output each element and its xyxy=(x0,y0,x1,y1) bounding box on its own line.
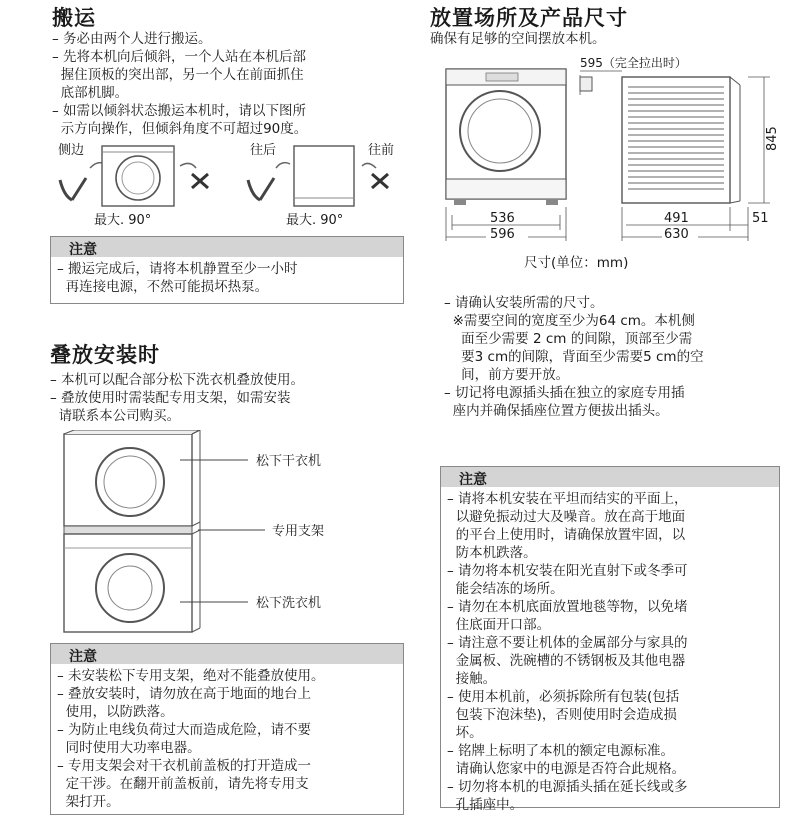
placement-text xyxy=(444,294,704,420)
washer-label: 松下洗衣机 xyxy=(256,596,322,611)
placement-line: 要3 cm的间隙，背面至少需要5 cm的空 xyxy=(444,349,704,365)
note-line: – 使用本机前，必须拆除所有包装(包括 xyxy=(447,689,680,705)
transport-line: – 如需以倾斜状态搬运本机时，请以下图所 xyxy=(52,103,307,119)
transport-text xyxy=(52,30,307,138)
transport-line: – 务必由两个人进行搬运。 xyxy=(52,31,212,47)
transport-line: 握住顶板的突出部，另一个人在前面抓住 xyxy=(52,67,304,83)
note-line: – 叠放安装时，请勿放在高于地面的地台上 xyxy=(57,686,312,702)
note-line: – 请勿将本机安装在阳光直射下或冬季可 xyxy=(447,563,688,579)
dim-630: 630 xyxy=(664,227,689,242)
stack-line: – 叠放使用时需装配专用支架，如需安装 xyxy=(50,390,291,406)
stack-text xyxy=(50,371,304,425)
note-box-stack xyxy=(50,643,404,815)
note-line: 能会结冻的场所。 xyxy=(447,581,564,597)
transport-line: 示方向操作，但倾斜角度不可超过90度。 xyxy=(52,121,308,137)
dim-491: 491 xyxy=(664,211,689,226)
note-line: 以避免振动过大及噪音。放在高于地面 xyxy=(447,509,686,525)
placement-line: 间，前方要开放。 xyxy=(444,367,570,383)
max-angle-1: 最大. 90° xyxy=(94,213,152,228)
side-tilt-label: 侧边 xyxy=(58,143,85,158)
note-line: 金属板、洗碗槽的不锈钢板及其他电器 xyxy=(447,653,686,669)
check-icon xyxy=(248,180,260,200)
transport-line: – 先将本机向后倾斜，一个人站在本机后部 xyxy=(52,49,307,65)
placement-line: ※需要空间的宽度至少为64 cm。本机侧 xyxy=(444,313,695,329)
dim-595: 595（完全拉出时） xyxy=(580,56,687,70)
dim-596: 596 xyxy=(490,227,515,242)
note-line: 的平台上使用时，请确保放置牢固，以 xyxy=(447,527,686,543)
placement-line: 座内并确保插座位置方便拔出插头。 xyxy=(444,403,669,419)
note-line: 再连接电源，不然可能损坏热泵。 xyxy=(57,279,269,295)
door-circle xyxy=(460,91,540,171)
note-title: 注意 xyxy=(441,467,779,487)
bracket-sketch xyxy=(64,526,192,534)
dryer-label: 松下干衣机 xyxy=(256,454,322,469)
note-box-transport xyxy=(50,236,404,304)
placement-line: – 请确认安装所需的尺寸。 xyxy=(444,295,604,311)
note-line: – 未安装松下专用支架，绝对不能叠放使用。 xyxy=(57,668,325,684)
note-line: – 请注意不要让机体的金属部分与家具的 xyxy=(447,635,688,651)
dim-845: 845 xyxy=(765,126,780,151)
note-body xyxy=(51,257,403,299)
control-panel xyxy=(486,73,518,81)
back-tilt-label: 往后 xyxy=(250,143,277,158)
note-title: 注意 xyxy=(51,237,403,257)
note-title: 注意 xyxy=(51,644,403,664)
note-line: 坏。 xyxy=(447,725,483,741)
door-pullout xyxy=(580,77,592,91)
stack-title: 叠放安装时 xyxy=(50,343,160,367)
note-line: – 请将本机安装在平坦而结实的平面上， xyxy=(447,491,688,507)
note-line: – 为防止电线负荷过大而造成危险，请不要 xyxy=(57,722,312,738)
note-line: 使用，以防跌落。 xyxy=(57,704,174,720)
dim-unit-caption: 尺寸(单位：mm) xyxy=(524,255,629,271)
note-line: – 专用支架会对干衣机前盖板的打开造成一 xyxy=(57,758,312,774)
note-line: 接触。 xyxy=(447,671,497,687)
note-line: 包装下泡沫垫)，否则使用时会造成损 xyxy=(447,707,677,723)
note-body xyxy=(441,487,779,817)
cross-icon xyxy=(192,174,208,188)
bracket-label: 专用支架 xyxy=(272,524,325,539)
note-line: 住底面开口部。 xyxy=(447,617,551,633)
front-tilt-label: 往前 xyxy=(368,143,395,158)
note-line: 定干涉。在翻开前盖板前，请先将专用支 xyxy=(57,776,309,792)
note-line: 架打开。 xyxy=(57,794,120,810)
note-line: 防本机跌落。 xyxy=(447,545,537,561)
placement-line: 面至少需要 2 cm 的间隙，顶部至少需 xyxy=(444,331,693,347)
transport-line: 底部机脚。 xyxy=(52,85,129,101)
note-body xyxy=(51,664,403,814)
dimension-figure xyxy=(430,55,800,275)
note-box-placement xyxy=(440,466,780,813)
max-angle-2: 最大. 90° xyxy=(286,213,344,228)
stack-figure xyxy=(60,430,360,635)
tilt-figure xyxy=(50,138,410,230)
placement-subtitle: 确保有足够的空间摆放本机。 xyxy=(430,31,606,47)
dryer-side-sketch xyxy=(294,146,354,206)
dim-536: 536 xyxy=(490,211,515,226)
note-line: – 切勿将本机的电源插头插在延长线或多 xyxy=(447,779,688,795)
note-line: 孔插座中。 xyxy=(447,797,524,813)
note-line: – 搬运完成后，请将本机静置至少一小时 xyxy=(57,261,298,277)
note-line: – 请勿在本机底面放置地毯等物，以免堵 xyxy=(447,599,688,615)
transport-title: 搬运 xyxy=(52,6,96,30)
dryer-side-view xyxy=(622,77,730,203)
placement-line: – 切记将电源插头插在独立的家庭专用插 xyxy=(444,385,685,401)
stack-line: – 本机可以配合部分松下洗衣机叠放使用。 xyxy=(50,372,305,388)
stack-line: 请联系本公司购买。 xyxy=(50,408,181,424)
cross-icon xyxy=(372,174,388,188)
placement-title: 放置场所及产品尺寸 xyxy=(430,6,628,30)
note-line: – 铭牌上标明了本机的额定电源标准。 xyxy=(447,743,675,759)
check-icon xyxy=(60,180,72,200)
note-line: 同时使用大功率电器。 xyxy=(57,740,201,756)
note-line: 请确认您家中的电源是否符合此规格。 xyxy=(447,761,686,777)
dim-51: 51 xyxy=(752,211,769,226)
